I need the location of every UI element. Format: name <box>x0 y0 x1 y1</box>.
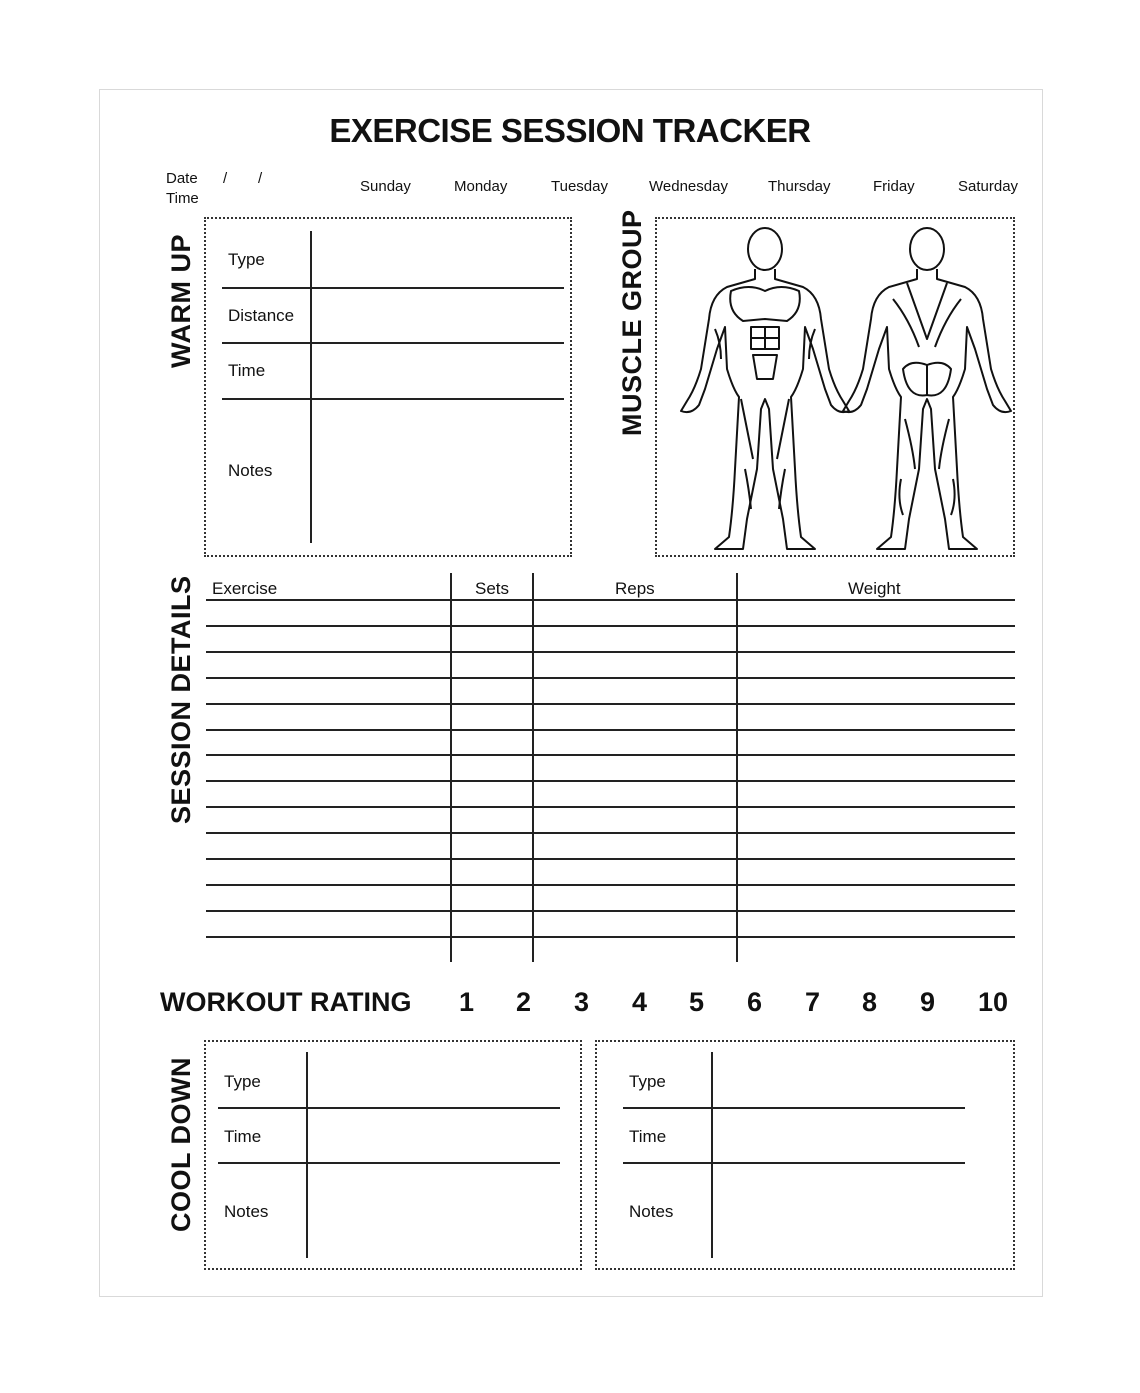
session-row-line[interactable] <box>206 651 1015 653</box>
warm-up-type-label: Type <box>228 250 265 269</box>
session-row-line[interactable] <box>206 806 1015 808</box>
session-row-line[interactable] <box>206 729 1015 731</box>
session-column-divider <box>736 573 738 962</box>
rating-7[interactable]: 7 <box>805 987 821 1017</box>
time-label: Time <box>166 190 199 207</box>
day-wednesday[interactable]: Wednesday <box>649 178 728 195</box>
session-details-heading: SESSION DETAILS <box>166 575 196 824</box>
cool-down-right-notes-field[interactable] <box>713 1164 963 1256</box>
day-monday[interactable]: Monday <box>454 178 508 195</box>
column-reps: Reps <box>615 579 655 598</box>
rating-10[interactable]: 10 <box>978 987 1009 1017</box>
cool-down-right-box <box>595 1040 1015 1270</box>
rating-1[interactable]: 1 <box>459 987 475 1017</box>
session-row-line[interactable] <box>206 910 1015 912</box>
page-title: EXERCISE SESSION TRACKER <box>329 112 811 149</box>
cool-down-right-notes-label: Notes <box>629 1202 674 1221</box>
cool-down-left-type-field[interactable] <box>308 1054 558 1106</box>
day-sunday[interactable]: Sunday <box>360 178 411 195</box>
cool-down-right-time-label: Time <box>629 1127 667 1146</box>
rating-4[interactable]: 4 <box>632 987 648 1017</box>
date-slash-2: / <box>258 170 263 187</box>
session-row-line[interactable] <box>206 936 1015 938</box>
warm-up-notes-label: Notes <box>228 461 273 480</box>
cool-down-left-time-label: Time <box>224 1127 262 1146</box>
cool-down-right-time-field[interactable] <box>713 1109 963 1161</box>
session-column-divider <box>450 573 452 962</box>
column-sets: Sets <box>475 579 510 598</box>
session-row-line[interactable] <box>206 832 1015 834</box>
warm-up-distance-label: Distance <box>228 306 295 325</box>
date-slash-1: / <box>223 170 228 187</box>
session-row-line[interactable] <box>206 858 1015 860</box>
muscle-group-heading: MUSCLE GROUP <box>617 209 647 436</box>
cool-down-heading: COOL DOWN <box>166 1057 196 1232</box>
rating-8[interactable]: 8 <box>862 987 878 1017</box>
cool-down-left-notes-label: Notes <box>224 1202 269 1221</box>
rating-6[interactable]: 6 <box>747 987 763 1017</box>
column-weight: Weight <box>848 579 901 598</box>
cool-down-right-type-field[interactable] <box>713 1054 963 1106</box>
cool-down-left-type-label: Type <box>224 1072 261 1091</box>
workout-rating-label: WORKOUT RATING <box>160 987 412 1017</box>
session-row-line[interactable] <box>206 599 1015 601</box>
session-row-line[interactable] <box>206 703 1015 705</box>
cool-down-left-notes-field[interactable] <box>308 1164 558 1256</box>
session-row-line[interactable] <box>206 780 1015 782</box>
cool-down-right-type-label: Type <box>629 1072 666 1091</box>
session-row-line[interactable] <box>206 754 1015 756</box>
column-exercise: Exercise <box>212 579 278 598</box>
day-tuesday[interactable]: Tuesday <box>551 178 608 195</box>
rating-9[interactable]: 9 <box>920 987 936 1017</box>
day-thursday[interactable]: Thursday <box>768 178 831 195</box>
day-saturday[interactable]: Saturday <box>958 178 1019 195</box>
session-row-line[interactable] <box>206 677 1015 679</box>
rating-2[interactable]: 2 <box>516 987 532 1017</box>
warm-up-heading: WARM UP <box>166 234 196 368</box>
rating-5[interactable]: 5 <box>689 987 705 1017</box>
date-label: Date <box>166 170 198 187</box>
session-row-line[interactable] <box>206 884 1015 886</box>
session-column-divider <box>532 573 534 962</box>
cool-down-left-box <box>204 1040 582 1270</box>
cool-down-left-time-field[interactable] <box>308 1109 558 1161</box>
warm-up-time-label: Time <box>228 361 266 380</box>
rating-3[interactable]: 3 <box>574 987 590 1017</box>
session-row-line[interactable] <box>206 625 1015 627</box>
day-friday[interactable]: Friday <box>873 178 915 195</box>
